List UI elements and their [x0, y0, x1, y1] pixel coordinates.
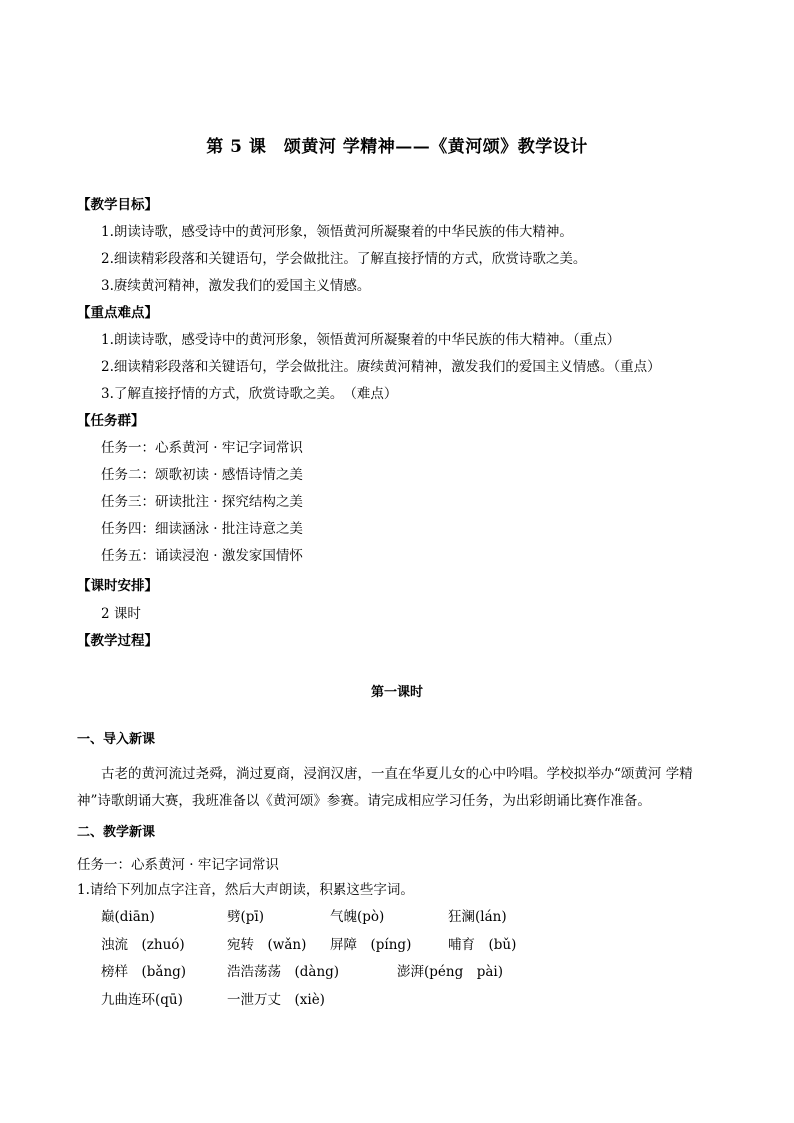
word-item: 澎湃(péng pài) [397, 964, 504, 980]
schedule-heading: 【课时安排】 [77, 578, 158, 594]
intro-paragraph-line-2: 神”诗歌朗诵大赛，我班准备以《黄河颂》参赛。请完成相应学习任务，为出彩朗诵比赛作准备。 [77, 793, 651, 809]
keypoint-item-1: 1.朗读诗歌，感受诗中的黄河形象，领悟黄河所凝聚着的中华民族的伟大精神。（重点） [101, 332, 621, 348]
task1-instruction: 1.请给下列加点字注音，然后大声朗读，积累这些字词。 [77, 882, 414, 898]
goal-item-3: 3.赓续黄河精神，激发我们的爱国主义情感。 [101, 278, 371, 294]
task-item-4: 任务四：细读涵泳 · 批注诗意之美 [101, 521, 303, 537]
word-item: 劈(pī) [227, 909, 264, 925]
lesson-title: 第一课时 [370, 685, 423, 700]
word-item: 一泄万丈 (xiè) [227, 992, 325, 1008]
goal-item-1: 1.朗读诗歌，感受诗中的黄河形象，领悟黄河所凝聚着的中华民族的伟大精神。 [101, 224, 573, 240]
keypoints-heading: 【重点难点】 [77, 305, 158, 321]
keypoint-item-2: 2.细读精彩段落和关键语句，学会做批注。赓续黄河精神，激发我们的爱国主义情感。（重点） [101, 359, 661, 375]
goal-item-2: 2.细读精彩段落和关键语句，学会做批注。了解直接抒情的方式，欣赏诗歌之美。 [101, 251, 587, 267]
tasks-heading: 【任务群】 [77, 413, 145, 429]
word-item: 哺育 (bǔ) [448, 937, 517, 953]
word-item: 榜样 (bǎng) [101, 964, 187, 980]
word-item: 狂澜(lán) [448, 909, 507, 925]
goals-heading: 【教学目标】 [77, 197, 158, 213]
word-item: 巅(diān) [101, 909, 155, 925]
keypoint-item-3: 3.了解直接抒情的方式，欣赏诗歌之美。 （难点） [101, 386, 398, 402]
schedule-value: 2 课时 [101, 606, 141, 622]
task-item-2: 任务二：颂歌初读 · 感悟诗情之美 [101, 467, 303, 483]
intro-paragraph-line-1: 古老的黄河流过尧舜，淌过夏商，浸润汉唐，一直在华夏儿女的心中吟唱。学校拟举办“颂黄河 学精 [101, 766, 693, 782]
task-item-1: 任务一：心系黄河 · 牢记字词常识 [101, 440, 303, 456]
word-item: 屏障 (píng) [330, 937, 412, 953]
process-heading: 【教学过程】 [77, 633, 158, 649]
section-intro-heading: 一、导入新课 [77, 732, 156, 747]
task-item-5: 任务五：诵读浸泡 · 激发家国情怀 [101, 548, 303, 564]
document-title: 第 5 课 颂黄河 学精神——《黄河颂》教学设计 [206, 137, 588, 157]
word-item: 浩浩荡荡 (dàng) [227, 964, 340, 980]
word-item: 气魄(pò) [330, 909, 385, 925]
word-item: 九曲连环(qū) [101, 992, 183, 1008]
task-item-3: 任务三：研读批注 · 探究结构之美 [101, 494, 303, 510]
section-new-lesson-heading: 二、教学新课 [77, 825, 156, 840]
word-item: 浊流 (zhuó) [101, 937, 185, 953]
word-item: 宛转 (wǎn) [227, 937, 307, 953]
task1-title: 任务一：心系黄河 · 牢记字词常识 [77, 857, 279, 873]
